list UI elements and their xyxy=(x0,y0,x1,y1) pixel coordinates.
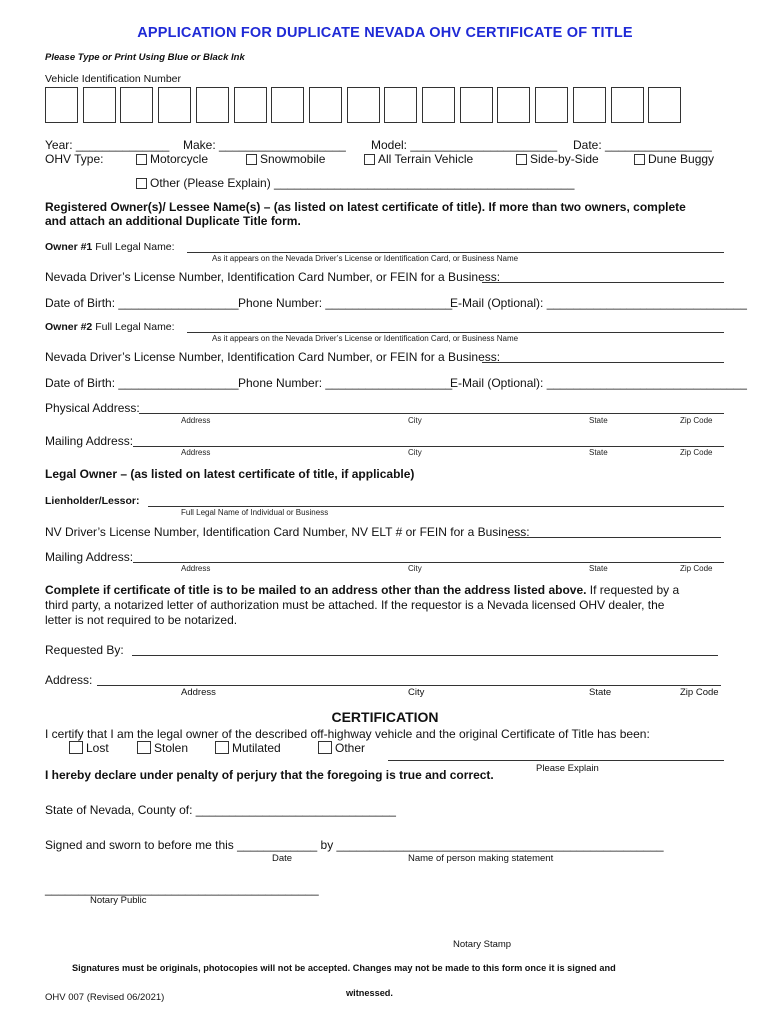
please-explain-hint: Please Explain xyxy=(536,763,599,774)
physical-address-hint: Address xyxy=(181,416,211,425)
alt-address-hint: Address xyxy=(181,687,216,698)
mail-instruction-line1: Complete if certificate of title is to be mailed to an address other than the address listed above. If requested by a xyxy=(45,583,680,597)
legal-owner-license-input[interactable] xyxy=(508,537,721,538)
lienholder-hint: Full Legal Name of Individual or Business xyxy=(181,508,329,517)
make-field[interactable]: Make: ___________________ xyxy=(183,138,346,152)
form-title: APPLICATION FOR DUPLICATE NEVADA OHV CERTIFICATE OF TITLE xyxy=(137,25,633,41)
form-id: OHV 007 (Revised 06/2021) xyxy=(45,992,165,1003)
legal-owner-mailing-label: Mailing Address: xyxy=(45,550,134,564)
vin-label: Vehicle Identification Number xyxy=(45,73,181,85)
owner1-name-hint: As it appears on the Nevada Driver’s License or Identification Card, or Business Name xyxy=(212,254,519,263)
county-field[interactable]: State of Nevada, County of: ______________________________ xyxy=(45,803,396,817)
owner2-phone-field[interactable]: Phone Number: ___________________ xyxy=(238,376,453,390)
ohv-motorcycle-option[interactable]: Motorcycle xyxy=(136,152,208,166)
alt-address-input[interactable] xyxy=(97,685,721,686)
ohv-side-by-side-option[interactable]: Side-by-Side xyxy=(516,152,599,166)
signature-note-line2: witnessed. xyxy=(346,988,393,998)
mailing-city-hint: City xyxy=(408,448,422,457)
physical-state-hint: State xyxy=(589,416,608,425)
signed-date-hint: Date xyxy=(272,853,293,864)
owner1-license-input[interactable] xyxy=(482,282,724,283)
physical-address-input[interactable] xyxy=(139,413,724,414)
vin-box[interactable] xyxy=(460,87,493,123)
checkbox-icon[interactable] xyxy=(215,741,229,754)
owner2-name-input[interactable] xyxy=(187,332,724,333)
legal-owner-heading: Legal Owner – (as listed on latest certificate of title, if applicable) xyxy=(45,467,415,481)
ohv-other-option[interactable]: Other (Please Explain) _____________________________________________ xyxy=(136,176,574,190)
owner2-name-label: Owner #2 Full Legal Name: xyxy=(45,321,175,333)
owner1-name-input[interactable] xyxy=(187,252,724,253)
mailing-state-hint: State xyxy=(589,448,608,457)
legal-owner-state-hint: State xyxy=(589,564,608,573)
mail-instruction-line3: letter is not required to be notarized. xyxy=(45,613,238,627)
cert-stolen-option[interactable]: Stolen xyxy=(137,741,188,755)
checkbox-icon[interactable] xyxy=(137,741,151,754)
ohv-dune-buggy-option[interactable]: Dune Buggy xyxy=(634,152,714,166)
owner1-dob-field[interactable]: Date of Birth: __________________ xyxy=(45,296,239,310)
vin-box[interactable] xyxy=(422,87,455,123)
mail-instruction-line2: third party, a notarized letter of authorization must be attached. If the requestor is a Nevada licensed OHV dealer, the xyxy=(45,598,665,612)
owners-heading-line2: and attach an additional Duplicate Title form. xyxy=(45,214,301,228)
notary-stamp-label: Notary Stamp xyxy=(453,939,512,950)
vin-box[interactable] xyxy=(648,87,681,123)
cert-lost-option[interactable]: Lost xyxy=(69,741,109,755)
mailing-address-hint: Address xyxy=(181,448,211,457)
vin-box[interactable] xyxy=(45,87,78,123)
owner2-email-field[interactable]: E-Mail (Optional): ______________________________ xyxy=(450,376,747,390)
checkbox-icon[interactable] xyxy=(634,154,645,165)
checkbox-icon[interactable] xyxy=(69,741,83,754)
vin-box[interactable] xyxy=(234,87,267,123)
mailing-zip-hint: Zip Code xyxy=(680,448,713,457)
mailing-address-input[interactable] xyxy=(133,446,724,447)
signed-name-hint: Name of person making statement xyxy=(408,853,554,864)
ohv-type-label: OHV Type: xyxy=(45,152,104,166)
owner2-dob-field[interactable]: Date of Birth: __________________ xyxy=(45,376,239,390)
vin-box[interactable] xyxy=(196,87,229,123)
owner2-license-label: Nevada Driver’s License Number, Identification Card Number, or FEIN for a Business: xyxy=(45,350,501,364)
certification-statement: I certify that I am the legal owner of the described off-highway vehicle and the original Certificate of Title has been: xyxy=(45,727,650,741)
owners-heading-line1: Registered Owner(s)/ Lessee Name(s) – (as listed on latest certificate of title). If more than two owners, complete xyxy=(45,200,686,214)
vin-box[interactable] xyxy=(271,87,304,123)
lienholder-input[interactable] xyxy=(148,506,724,507)
model-field[interactable]: Model: ______________________ xyxy=(371,138,558,152)
ohv-atv-option[interactable]: All Terrain Vehicle xyxy=(364,152,473,166)
legal-owner-license-label: NV Driver’s License Number, Identification Card Number, NV ELT # or FEIN for a Business: xyxy=(45,525,530,539)
physical-zip-hint: Zip Code xyxy=(680,416,713,425)
certification-heading: CERTIFICATION xyxy=(331,709,439,725)
notary-public-label: Notary Public xyxy=(90,895,147,906)
vin-box[interactable] xyxy=(309,87,342,123)
checkbox-icon[interactable] xyxy=(136,178,147,189)
alt-address-label: Address: xyxy=(45,673,93,687)
owner1-phone-field[interactable]: Phone Number: ___________________ xyxy=(238,296,453,310)
signed-sworn-field[interactable]: Signed and sworn to before me this ____________ by _________________________________________________ xyxy=(45,838,664,852)
vin-box[interactable] xyxy=(611,87,644,123)
legal-owner-zip-hint: Zip Code xyxy=(680,564,713,573)
physical-city-hint: City xyxy=(408,416,422,425)
signature-note-line1: Signatures must be originals, photocopies will not be accepted. Changes may not be made to this form once it is signed and xyxy=(72,963,616,973)
vin-box[interactable] xyxy=(573,87,606,123)
checkbox-icon[interactable] xyxy=(364,154,375,165)
owner1-email-field[interactable]: E-Mail (Optional): ______________________________ xyxy=(450,296,747,310)
cert-mutilated-option[interactable]: Mutilated xyxy=(215,741,281,755)
alt-city-hint: City xyxy=(408,687,425,698)
cert-other-option[interactable]: Other xyxy=(318,741,365,755)
legal-owner-city-hint: City xyxy=(408,564,422,573)
vin-box[interactable] xyxy=(158,87,191,123)
lienholder-label: Lienholder/Lessor: xyxy=(45,495,140,507)
vin-box[interactable] xyxy=(120,87,153,123)
requested-by-input[interactable] xyxy=(132,655,718,656)
owner2-license-input[interactable] xyxy=(482,362,724,363)
legal-owner-mailing-input[interactable] xyxy=(133,562,724,563)
perjury-declaration: I hereby declare under penalty of perjury that the foregoing is true and correct. xyxy=(45,768,494,782)
checkbox-icon[interactable] xyxy=(516,154,527,165)
ohv-snowmobile-option[interactable]: Snowmobile xyxy=(246,152,325,166)
checkbox-icon[interactable] xyxy=(136,154,147,165)
year-field[interactable]: Year: ______________ xyxy=(45,138,170,152)
alt-zip-hint: Zip Code xyxy=(680,687,719,698)
mailing-address-label: Mailing Address: xyxy=(45,434,134,448)
owner2-name-hint: As it appears on the Nevada Driver’s License or Identification Card, or Business Name xyxy=(212,334,519,343)
owner1-name-label: Owner #1 Full Legal Name: xyxy=(45,241,175,253)
legal-owner-address-hint: Address xyxy=(181,564,211,573)
vin-box[interactable] xyxy=(535,87,568,123)
ink-instruction: Please Type or Print Using Blue or Black Ink xyxy=(45,52,245,63)
vin-box[interactable] xyxy=(384,87,417,123)
date-field[interactable]: Date: ________________ xyxy=(573,138,712,152)
checkbox-icon[interactable] xyxy=(246,154,257,165)
checkbox-icon[interactable] xyxy=(318,741,332,754)
vin-box[interactable] xyxy=(347,87,380,123)
owner1-license-label: Nevada Driver’s License Number, Identification Card Number, or FEIN for a Business: xyxy=(45,270,501,284)
physical-address-label: Physical Address: xyxy=(45,401,140,415)
please-explain-input[interactable] xyxy=(388,760,724,761)
requested-by-label: Requested By: xyxy=(45,643,124,657)
vin-box[interactable] xyxy=(83,87,116,123)
alt-state-hint: State xyxy=(589,687,612,698)
vin-box[interactable] xyxy=(497,87,530,123)
notary-signature-line[interactable]: _________________________________________ xyxy=(45,882,319,896)
